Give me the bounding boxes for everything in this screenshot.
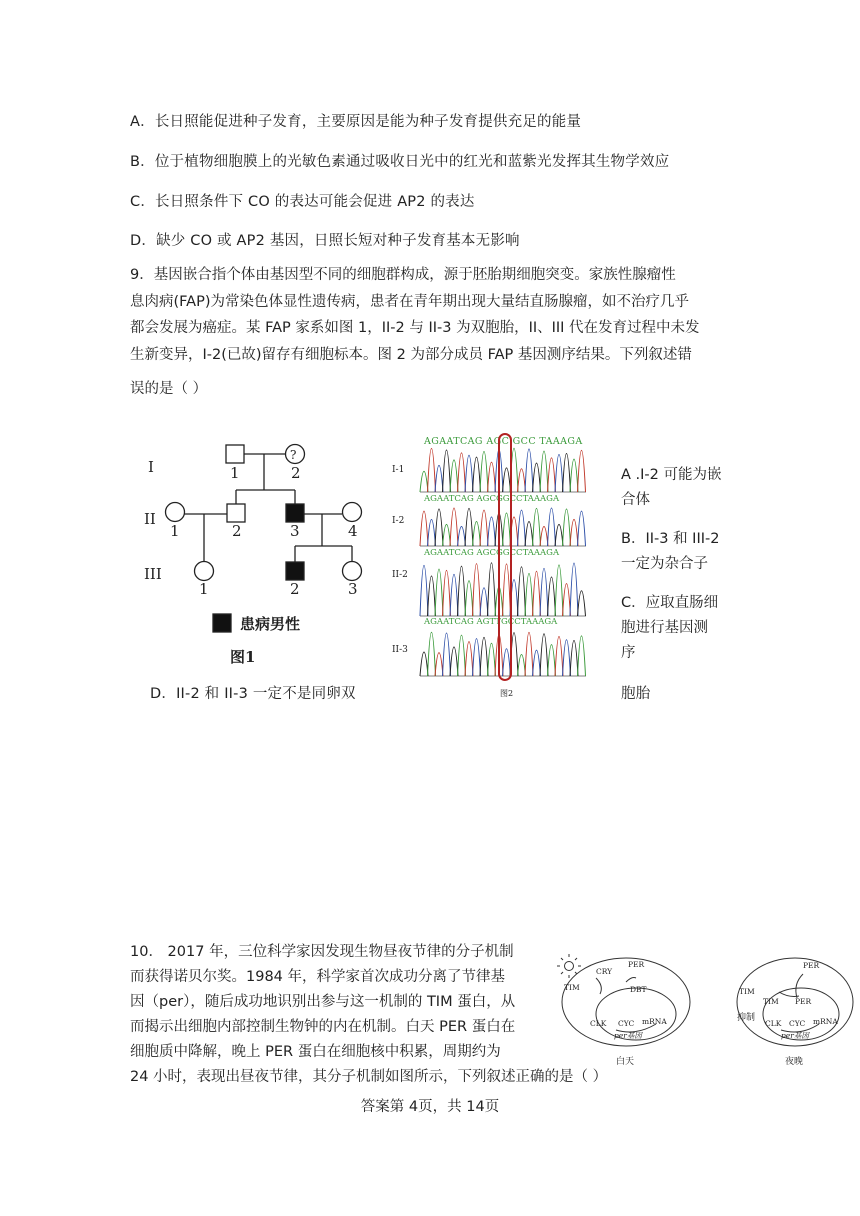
chromatogram-peak	[533, 463, 541, 492]
night-tim: TIM	[739, 987, 755, 996]
sequencing-figure	[390, 430, 590, 698]
page-footer: 答案第 4页，共 14页	[360, 1099, 500, 1115]
night-gene: per基因	[781, 1031, 809, 1040]
sequence-row-3: AGAATCAG AGCGGCCTAAAGA	[424, 548, 560, 558]
option-9a	[621, 463, 721, 513]
chromatogram-peak	[540, 527, 548, 546]
chromatogram-peak	[578, 636, 586, 676]
option-9c-line: 序	[621, 645, 636, 661]
chromatogram-peak	[420, 511, 428, 546]
day-cyc: CYC	[618, 1019, 635, 1028]
chromatogram-peak	[555, 636, 563, 676]
chromatogram-peak	[555, 455, 563, 492]
label-III-3: 3	[348, 580, 358, 598]
chromatogram-peak	[420, 652, 428, 676]
q9-line: 息肉病(FAP)为常染色体显性遗传病，患者在青年期出现大量结直肠腺瘤，如不治疗几乎	[130, 293, 689, 310]
pedigree-II-4	[343, 503, 362, 522]
chromatogram-peak	[525, 573, 533, 616]
day-dbt: DBT	[630, 985, 647, 994]
night-per: PER	[803, 961, 820, 970]
night-caption: 夜晚	[785, 1057, 804, 1067]
chromatogram-peak	[548, 508, 556, 546]
day-clk: CLK	[590, 1019, 607, 1028]
chromatogram-peak	[428, 448, 436, 492]
chromatogram-peak	[465, 642, 473, 676]
option-9b	[621, 527, 719, 577]
chromatogram-peak	[518, 567, 526, 616]
chromatogram-peak	[473, 457, 481, 492]
option-9d-part2: 胞胎	[621, 686, 651, 702]
option-8c: C．长日照条件下 CO 的表达可能会促进 AP2 的表达	[130, 194, 475, 210]
chromatogram-peak	[578, 511, 586, 546]
chromatogram-peak	[578, 450, 586, 492]
chromatogram-peak	[450, 508, 458, 546]
figure-1-caption: 图1	[230, 648, 256, 666]
chromatogram-peak	[450, 574, 458, 616]
option-9c	[621, 591, 718, 666]
chromatogram-peak	[450, 460, 458, 492]
label-I-2: 2	[291, 464, 301, 482]
chromatogram-peak	[525, 632, 533, 676]
day-tim: TIM	[564, 983, 580, 992]
chromatogram-peak	[443, 633, 451, 676]
chromatogram-peak	[473, 639, 481, 676]
chromatogram-peak	[555, 524, 563, 546]
chromatogram-peak	[458, 453, 466, 492]
label-II-2: 2	[232, 522, 242, 540]
chromatogram-peak	[488, 643, 496, 676]
chromatogram-peak	[435, 509, 443, 546]
night-clk: CLK	[765, 1019, 782, 1028]
row-label-I-2: I-2	[392, 516, 405, 526]
chromatogram-peak	[443, 570, 451, 616]
chromatogram-peak	[540, 451, 548, 492]
chromatogram-peak	[428, 576, 436, 616]
chromatogram-peak	[525, 521, 533, 546]
label-III-2: 2	[290, 580, 300, 598]
chromatogram-peak	[443, 524, 451, 546]
chromatogram-peak	[570, 640, 578, 676]
figure-2-caption: 图2	[500, 689, 514, 698]
pedigree-II-3	[286, 504, 304, 522]
option-9a-line: A .I-2 可能为嵌	[621, 467, 722, 483]
legend-affected-male-icon	[213, 614, 231, 632]
option-9a-line: 合体	[621, 492, 650, 508]
chromatogram-peak	[525, 449, 533, 492]
option-8a: A．长日照能促进种子发育，主要原因是能为种子发育提供充足的能量	[130, 114, 582, 130]
pedigree-III-1	[195, 562, 214, 581]
chromatogram-peak	[435, 569, 443, 616]
chromatogram-peak	[503, 564, 511, 616]
chromatogram-peak	[503, 468, 511, 492]
chromatogram-peak	[480, 588, 488, 616]
question-10-stem	[130, 940, 607, 1090]
chromatogram-peak	[465, 581, 473, 616]
chromatogram-peak	[480, 637, 488, 676]
chromatogram-peak	[563, 584, 571, 616]
chromatogram-peak	[570, 459, 578, 492]
chromatogram-peak	[578, 591, 586, 616]
chromatogram-peak	[518, 655, 526, 676]
night-diagram	[733, 952, 858, 1070]
chromatogram-peak	[488, 517, 496, 546]
option-8d: D．缺少 CO 或 AP2 基因，日照长短对种子发育基本无影响	[130, 233, 520, 249]
q10-line: 24 小时，表现出昼夜节律，其分子机制如图所示，下列叙述正确的是（ ）	[130, 1069, 608, 1085]
chromatogram-peak	[488, 563, 496, 616]
generation-II-label: II	[144, 510, 156, 528]
pedigree-II-1	[166, 503, 185, 522]
option-9c-line: C．应取直肠细	[621, 595, 719, 611]
label-II-3: 3	[290, 522, 300, 540]
chromatogram-peak	[533, 650, 541, 676]
day-cry: CRY	[596, 967, 613, 976]
chromatogram-peak	[473, 521, 481, 546]
question-mark: ?	[290, 448, 297, 462]
night-mrna: mRNA	[813, 1017, 838, 1026]
sequence-header: AGAATCAG AGC GCC TAAAGA	[424, 436, 583, 447]
day-per: PER	[628, 960, 645, 969]
day-caption: 白天	[616, 1057, 635, 1067]
chromatogram-peak	[458, 635, 466, 676]
chromatogram-peak	[503, 513, 511, 546]
sequence-row-2: AGAATCAG AGCGGCCTAAAGA	[424, 494, 560, 504]
option-8b: B．位于植物细胞膜上的光敏色素通过吸收日光中的红光和蓝紫光发挥其生物学效应	[130, 154, 670, 170]
chromatogram-peak	[480, 452, 488, 492]
option-9b-line: B．II-3 和 III-2	[621, 531, 720, 547]
generation-III-label: III	[144, 565, 162, 583]
q9-line: 9．基因嵌合指个体由基因型不同的细胞群构成，源于胚胎期细胞突变。家族性腺瘤性	[130, 267, 676, 283]
q10-line: 10． 2017 年，三位科学家因发现生物昼夜节律的分子机制	[130, 944, 514, 960]
chromatogram-peak	[458, 566, 466, 616]
option-9c-line: 胞进行基因测	[621, 620, 708, 636]
pedigree-III-3	[343, 562, 362, 581]
q9-line: 都会发展为癌症。某 FAP 家系如图 1，II-2 与 II-3 为双胞胎，II、III 代在发育过程中未发	[130, 320, 700, 336]
row-label-II-2: II-2	[392, 570, 408, 580]
chromatogram-peak	[488, 462, 496, 492]
label-II-1: 1	[170, 522, 180, 540]
option-9d-part1: D．II-2 和 II-3 一定不是同卵双	[150, 686, 356, 702]
chromatogram-peak	[443, 450, 451, 492]
chromatogram-peak	[563, 454, 571, 492]
chromatogram-peak	[435, 653, 443, 676]
chromatogram-peak	[450, 647, 458, 676]
chromatogram-peak	[428, 519, 436, 546]
night-per-2: PER	[795, 997, 812, 1006]
question-9-stem	[130, 262, 730, 403]
day-diagram	[556, 952, 696, 1070]
pedigree-II-2	[227, 504, 245, 522]
q10-line: 而获得诺贝尔奖。1984 年，科学家首次成功分离了节律基	[130, 969, 506, 985]
chromatogram-peak	[548, 458, 556, 492]
generation-I-label: I	[148, 458, 154, 476]
chromatogram-peak	[548, 645, 556, 676]
option-9b-line: 一定为杂合子	[621, 556, 708, 572]
chromatogram-peak	[465, 455, 473, 492]
night-tim-2: TIM	[763, 997, 779, 1006]
chromatogram-peak	[420, 471, 428, 492]
chromatogram-peak	[533, 508, 541, 546]
pedigree-III-2	[286, 562, 304, 580]
chromatogram-peak	[428, 632, 436, 676]
chromatogram-peak	[533, 571, 541, 616]
q10-line: 因（per），随后成功地识别出参与这一机制的 TIM 蛋白，从	[130, 994, 516, 1010]
chromatogram-peak	[570, 519, 578, 546]
q10-line: 而揭示出细胞内部控制生物钟的内在机制。白天 PER 蛋白在	[130, 1019, 516, 1035]
row-label-I-1: I-1	[392, 465, 405, 475]
sequence-row-4: AGAATCAG AGTTGCCTAAAGA	[424, 617, 558, 627]
chromatogram-peak	[435, 465, 443, 492]
sun-icon	[565, 962, 574, 971]
day-gene: per基因	[614, 1031, 642, 1040]
chromatogram-peak	[555, 565, 563, 616]
chromatogram-peak	[570, 563, 578, 616]
chromatogram-peak	[518, 469, 526, 492]
night-inhibit: 抑制	[737, 1013, 756, 1023]
chromatogram-peak	[518, 510, 526, 546]
q9-line: 误的是（ ）	[130, 381, 208, 397]
chromatogram-peak	[473, 564, 481, 616]
chromatogram-peak	[480, 510, 488, 546]
pedigree-figure	[140, 430, 380, 670]
chromatogram-peak	[420, 565, 428, 616]
chromatogram-peak	[465, 508, 473, 546]
label-III-1: 1	[199, 580, 209, 598]
chromatogram-peak	[540, 568, 548, 616]
chromatogram-peak	[548, 577, 556, 616]
night-cyc: CYC	[789, 1019, 806, 1028]
q9-line: 生新变异，I-2(已故)留存有细胞标本。图 2 为部分成员 FAP 基因测序结果。下列叙述错	[130, 346, 692, 363]
label-I-1: 1	[230, 464, 240, 482]
legend-label: 患病男性	[240, 615, 301, 633]
chromatogram-peak	[503, 649, 511, 676]
q10-line: 细胞质中降解，晚上 PER 蛋白在细胞核中积累，周期约为	[130, 1044, 501, 1060]
chromatogram-peak	[458, 526, 466, 546]
row-label-II-3: II-3	[392, 645, 408, 655]
chromatogram-peak	[563, 640, 571, 676]
day-mrna: mRNA	[642, 1017, 667, 1026]
chromatogram-peak	[540, 634, 548, 676]
label-II-4: 4	[348, 522, 358, 540]
pedigree-I-1	[226, 445, 244, 463]
chromatogram-peak	[563, 509, 571, 546]
